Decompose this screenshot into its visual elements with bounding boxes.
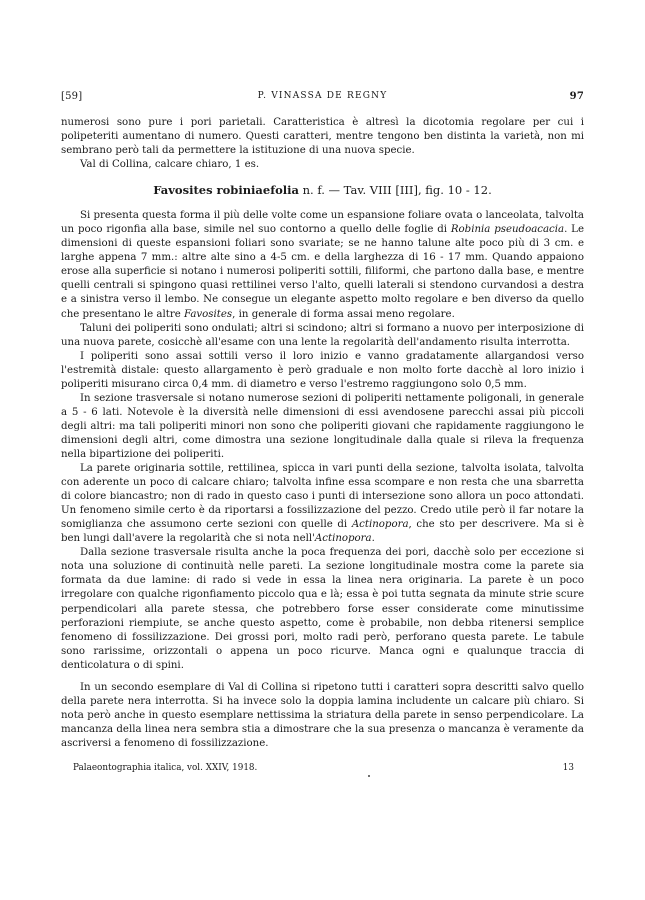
paragraph-4: In sezione trasversale si notano numerose sezioni di poliperiti nettamente poligonali, in generale a 5 - 6 lati. Notevole è la diversità nelle dimensioni di essi avendosene parecchi assai più piccoli degli altri: ma tali poliperiti minori non sono che poliperiti giovani che rapidamente raggiungono le dimensioni degli altri, come dimostra una sezione longitudinale dalla quale si rileva la frequenza nella bipartizione dei poliperiti. <box>61 392 584 460</box>
italic-taxon: Actinopora <box>351 519 409 531</box>
running-header <box>61 91 584 105</box>
intro-paragraph: numerosi sono pure i pori parietali. Caratteristica è altresì la dicotomia regolare per cui i polipeteriti aumentano di numero. Questi caratteri, mentre tengono ben distinta la varietà, non mi sembrano però tali da permettere la istituzione di una nuova specie. <box>61 117 584 157</box>
paragraph-text: , che sto per descrivere. Ma si è ben lungi dall'avere la regolarità che si nota nell' <box>61 519 584 545</box>
paragraph-6: Dalla sezione trasversale risulta anche la poca frequenza dei pori, dacchè solo per eccezione si nota una soluzione di continuità nelle pareti. La sezione longitudinale mostra come la parete sia formata da due lamine: di rado si vede in essa la linea nera originaria. La parete è un poco irregolare con qualche rigonfiamento piccolo qua e là; essa è poi tutta segnata da minute strie scure perpendicolari alla parete stessa, che potrebbero forse esser considerate come minutissime perforazioni riempiute, se anche questo aspetto, come è probabile, non debba ritenersi semplice fenomeno di fossilizzazione. Dei grossi pori, molto radi però, perforano questa parete. Le tabule sono rarissime, orizzontali o appena un poco ricurve. Manca ogni e qualunque traccia di denticolatura o di spini. <box>61 547 584 671</box>
paragraph-5 <box>61 462 584 546</box>
page-reference: [59] <box>61 91 83 102</box>
paragraph-1 <box>61 209 584 321</box>
paragraph-7: In un secondo esemplare di Val di Collina si ripetono tutti i caratteri sopra descritti salvo quello della parete nera interrotta. Si ha invece solo la doppia lamina includente un calcare più chiaro. Si nota però anche in questo esemplare nettissima la striatura della parete in senso perpendicolare. La mancanza della linea nera sembra stia a dimostrare che la sua presenza o mancanza è veramente da ascriversi a fenomeno di fossilizzazione. <box>61 681 584 749</box>
species-name: Favosites robiniaefolia <box>153 183 299 198</box>
section-title <box>61 183 584 197</box>
paragraph-2: Taluni dei poliperiti sono ondulati; altri si scindono; altri si formano a nuovo per interposizione di una nuova parete, cosicchè all'esame con una lente la regolarità dell'andamento risulta interrotta. <box>61 322 584 348</box>
page-number: 97 <box>569 91 584 102</box>
paragraph-3: I poliperiti sono assai sottili verso il loro inizio e vanno gradatamente allargandosi verso l'estremità distale: questo allargamento è però graduale e non molto forte dacchè al loro inizio i poliperiti misurano circa 0,4 mm. di diametro e verso l'estremo raggiungono solo 0,5 mm. <box>61 350 584 390</box>
paragraph-gap <box>61 673 584 681</box>
paragraph-text: La parete originaria sottile, rettilinea, spicca in vari punti della sezione, talvolta isolata, talvolta con aderente un poco di calcare chiaro; talvolta infine essa scompare e non resta che una sbarretta di colore biancastro; non di rado in questo caso i punti di intersezione sono allora un poco attondati. Un fenomeno simile certo è da riportarsi a fossilizzazione del pezzo. Credo utile però il far notare la somiglianza che assumono certe sezioni con quelle di <box>61 463 584 531</box>
paragraph-text: . Le dimensioni di queste espansioni foliari sono svariate; se ne hanno talune alte poco più di 3 cm. e larghe appena 7 mm.: altre alte sino a 4-5 cm. e della larghezza di 16 - 17 mm. Quando appaiono erose alla superficie si notano i numerosi poliperiti sottili, filiformi, che partono dalla base, e mentre quelli centrali si spingono quasi rettilinei verso l'alto, quelli laterali si stendono curvandosi a destra e a sinistra verso il lembo. Ne consegue un elegante aspetto molto regolare e ben diverso da quello che presentano le altre <box>61 224 584 320</box>
signature-mark: 13 <box>562 763 574 773</box>
journal-citation: Palaeontographia italica, vol. XXIV, 1918. <box>73 763 258 773</box>
running-title: P. VINASSA DE REGNY <box>257 91 388 101</box>
italic-taxon: Actinopora <box>314 533 372 545</box>
paragraph-text: . <box>371 533 375 545</box>
body-text <box>61 116 584 751</box>
paragraph-text: Si presenta questa forma il più delle volte come un espansione foliare ovata o lanceolata, talvolta un poco rigonfia alla base, simile nel suo contorno a quello delle foglie di <box>61 210 584 236</box>
italic-taxon: Robinia pseudoacacia <box>450 224 565 236</box>
section-title-rest: n. f. — Tav. VIII [III], fig. 10 - 12. <box>299 183 492 198</box>
print-speck <box>368 775 370 777</box>
paragraph-text: , in generale di forma assai meno regolare. <box>232 308 455 320</box>
italic-taxon: Favosites <box>183 308 233 320</box>
locality-line: Val di Collina, calcare chiaro, 1 es. <box>80 159 260 171</box>
